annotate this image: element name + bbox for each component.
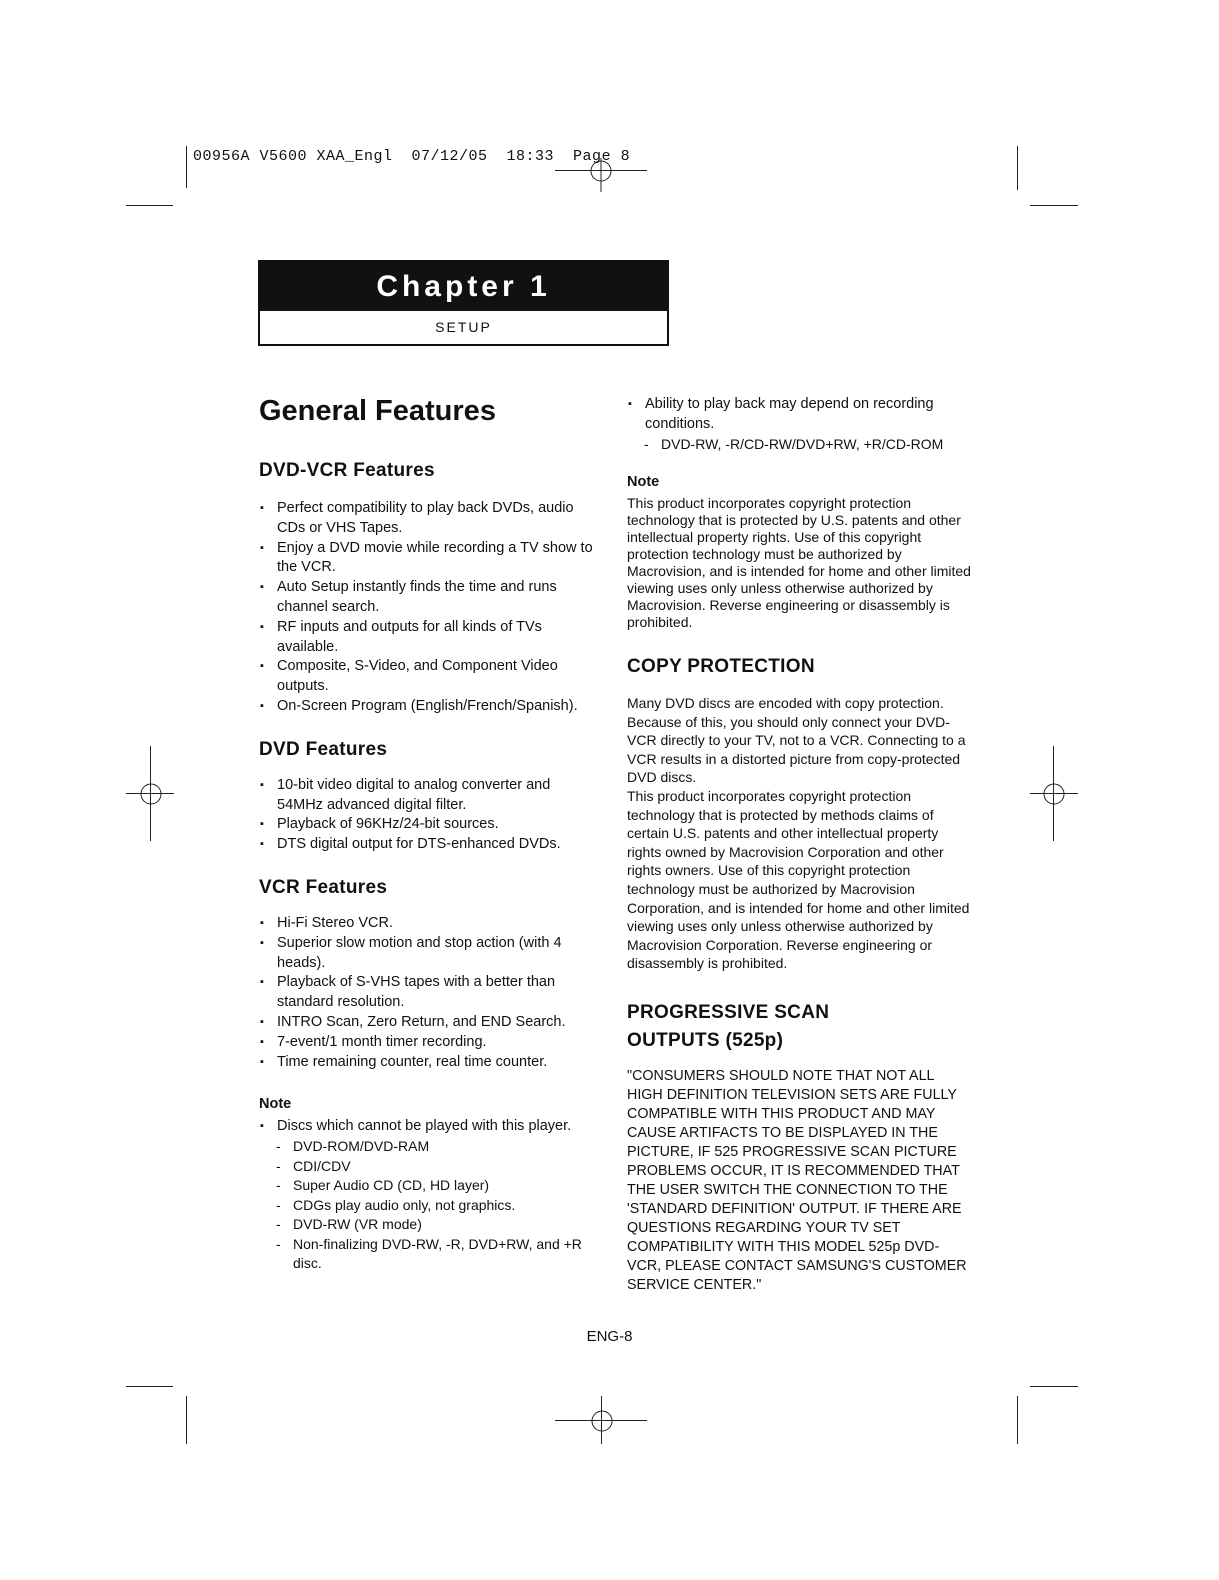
list-item: ▪ INTRO Scan, Zero Return, and END Search. <box>259 1013 599 1033</box>
section-title-dvd-vcr: DVD-VCR Features <box>259 460 435 481</box>
crop-mark <box>186 146 187 188</box>
progressive-scan-text: "CONSUMERS SHOULD NOTE THAT NOT ALL HIGH DEFINITION TELEVISION SETS ARE FULLY COMPATIBLE WITH THIS PRODUCT AND MAY CAUSE ARTIFACTS TO BE DISPLAYED IN THE PICTURE, IF 525 PROGRESSIVE SCAN PICTURE PROBLEMS OCCUR, IT IS RECOMMENDED THAT THE USER SWITCH THE CONNECTION TO THE 'STANDARD DEFINITION' OUTPUT. IF THERE ARE QUESTIONS REGARDING YOUR TV SET COMPATIBILITY WITH THIS MODEL 525p DVD-VCR, PLEASE CONTACT SAMSUNG'S CUSTOMER SERVICE CENTER." <box>627 1068 967 1293</box>
list-item: ▪ Ability to play back may depend on recording conditions. <box>627 395 972 435</box>
left-column <box>259 392 599 1274</box>
registration-mark-icon <box>589 1408 615 1434</box>
list-item: ▪ DTS digital output for DTS-enhanced DVDs. <box>259 835 599 855</box>
list-item: - CDGs play audio only, not graphics. <box>276 1196 599 1216</box>
crop-mark <box>1017 146 1018 190</box>
crop-mark <box>1017 1396 1018 1444</box>
crop-mark <box>126 1386 173 1387</box>
list-item: ▪ Composite, S-Video, and Component Video outputs. <box>259 657 599 697</box>
list-item: ▪ 7-event/1 month timer recording. <box>259 1033 599 1053</box>
dvd-features-list <box>259 776 599 855</box>
list-item: ▪ Enjoy a DVD movie while recording a TV show to the VCR. <box>259 539 599 579</box>
section-title-copy-protection: COPY PROTECTION <box>627 656 815 678</box>
progressive-title-line-1: PROGRESSIVE SCAN <box>627 1002 830 1023</box>
note-list <box>259 1117 599 1137</box>
crop-mark <box>1030 205 1078 206</box>
list-item: - CDI/CDV <box>276 1157 599 1177</box>
note-title: Note <box>627 474 660 491</box>
copyright-note-text: This product incorporates copyright protection technology that is protected by U.S. patents and other intellectual property rights. Use of this copyright protection technology must be authorized by Macrovision, and is intended for home and other limited viewing uses only unless otherwise authorized by Macrovision. Reverse engineering or disassembly is prohibited. <box>627 495 971 631</box>
list-item: ▪ Perfect compatibility to play back DVDs, audio CDs or VHS Tapes. <box>259 499 599 539</box>
list-item: - Non-finalizing DVD-RW, -R, DVD+RW, and +R disc. <box>276 1235 599 1274</box>
list-item: ▪ Superior slow motion and stop action (with 4 heads). <box>259 934 599 974</box>
dvd-vcr-features-list <box>259 499 599 717</box>
list-item: ▪ Hi-Fi Stereo VCR. <box>259 914 599 934</box>
page-title: General Features <box>259 395 496 427</box>
page-number: ENG-8 <box>586 1328 633 1345</box>
list-item: ▪ RF inputs and outputs for all kinds of TVs available. <box>259 618 599 658</box>
list-item: ▪ 10-bit video digital to analog converter and 54MHz advanced digital filter. <box>259 776 599 816</box>
chapter-title: Chapter 1 <box>260 262 667 311</box>
crop-mark <box>186 1396 187 1444</box>
list-item: ▪ Discs which cannot be played with this player. <box>259 1117 599 1137</box>
list-item: - DVD-RW (VR mode) <box>276 1215 599 1235</box>
section-title-dvd: DVD Features <box>259 738 388 760</box>
list-item: - DVD-RW, -R/CD-RW/DVD+RW, +R/CD-ROM <box>644 435 972 455</box>
list-item: ▪ On-Screen Program (English/French/Spanish). <box>259 697 599 717</box>
list-item: ▪ Playback of S-VHS tapes with a better than standard resolution. <box>259 973 599 1013</box>
chapter-header <box>258 260 669 346</box>
note-title: Note <box>259 1096 292 1113</box>
list-item: - DVD-ROM/DVD-RAM <box>276 1137 599 1157</box>
progressive-title-line-2: OUTPUTS (525p) <box>627 1030 784 1051</box>
print-slug: 00956A V5600 XAA_Engl 07/12/05 18:33 Page 8 <box>193 148 631 165</box>
section-title-progressive-scan <box>627 999 972 1055</box>
playback-list <box>627 395 972 435</box>
copy-protection-para-1: Many DVD discs are encoded with copy protection. Because of this, you should only connect your DVD-VCR directly to your TV, not to a VCR. Connecting to a VCR results in a distorted picture from copy-protected DVD discs. <box>627 695 966 786</box>
playback-sublist <box>627 435 972 455</box>
crop-mark <box>1030 1386 1078 1387</box>
copy-protection-para-2: This product incorporates copyright protection technology that is protected by methods claims of certain U.S. patents and other intellectual property rights owned by Macrovision Corporation and other rights owners. Use of this copyright protection technology must be authorized by Macrovision Corporation, and is intended for home and other limited viewing uses only unless otherwise authorized by Macrovision Corporation. Reverse engineering or disassembly is prohibited. <box>627 788 970 972</box>
chapter-subtitle: SETUP <box>435 319 492 335</box>
right-column <box>627 395 972 1295</box>
crop-mark <box>126 205 173 206</box>
section-title-vcr: VCR Features <box>259 876 388 898</box>
list-item: ▪ Time remaining counter, real time counter. <box>259 1053 599 1073</box>
registration-mark-icon <box>1041 781 1067 807</box>
list-item: ▪ Auto Setup instantly finds the time and runs channel search. <box>259 578 599 618</box>
list-item: - Super Audio CD (CD, HD layer) <box>276 1176 599 1196</box>
list-item: ▪ Playback of 96KHz/24-bit sources. <box>259 815 599 835</box>
unsupported-discs-list <box>259 1137 599 1274</box>
registration-mark-icon <box>138 781 164 807</box>
vcr-features-list <box>259 914 599 1072</box>
